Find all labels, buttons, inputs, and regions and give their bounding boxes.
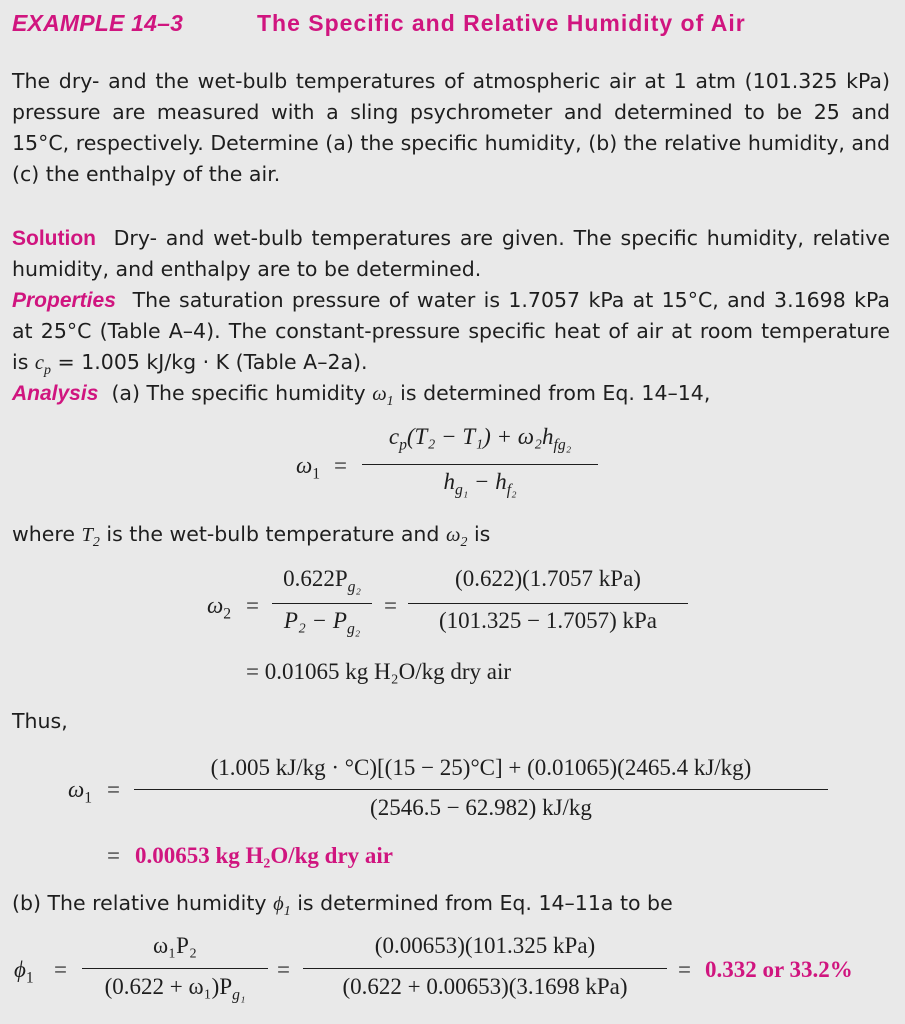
properties-text-end: = 1.005 kJ/kg · K (Table A–2a). xyxy=(57,350,368,374)
eq1-equals: = xyxy=(334,453,347,478)
omega1-symbol: $\omega_1$ xyxy=(372,383,394,410)
solution-text: Dry- and wet-bulb temperatures are given. The specific humidity, relative humidity, and enthalpy are to be determined. xyxy=(12,226,890,281)
eq4-equals: = xyxy=(54,957,67,982)
solution-label: Solution xyxy=(12,227,96,250)
cp-symbol: $c_p$ xyxy=(34,352,51,379)
eq1-denominator: $h_{g_1} - h_{f_2}$ xyxy=(443,469,517,499)
eq3-numerator: (1.005 kJ/kg · °C)[(15 − 25)°C] + (0.01065)(2465.4 kJ/kg) xyxy=(210,755,752,780)
eq3-result: 0.00653 kg H₂O/kg dry air xyxy=(135,843,393,868)
omega2-symbol: $\omega_2$ xyxy=(445,524,468,551)
eq4-denominator2: (0.622 + 0.00653)(3.1698 kPa) xyxy=(342,974,628,999)
eq2-lhs: $\omega_2$ xyxy=(207,593,232,623)
eq3-lhs: $\omega_1$ xyxy=(68,777,93,807)
thus-text: Thus, xyxy=(12,709,68,733)
part-b-line xyxy=(12,888,890,927)
eq2-numerator2: (0.622)(1.7057 kPa) xyxy=(455,566,641,591)
eq2-result: = 0.01065 kg H₂O/kg dry air xyxy=(246,659,512,684)
eq4-lhs: $\phi_1$ xyxy=(14,957,34,987)
eq3-result-equals: = xyxy=(107,843,120,868)
eq2-equals2: = xyxy=(384,593,397,618)
eq4-numerator2: (0.00653)(101.325 kPa) xyxy=(374,933,596,958)
where-text2: is the wet-bulb temperature and xyxy=(106,522,440,546)
eq1-numerator: $c_p(T_2 - T_1) + \omega_2h_{fg_2}$ xyxy=(388,424,572,454)
eq4-numerator1: ω₁P₂ xyxy=(153,933,197,958)
analysis-paragraph xyxy=(12,378,890,417)
eq3-equals: = xyxy=(107,777,120,802)
eq4-equals2: = xyxy=(277,957,290,982)
t2-symbol: $T_2$ xyxy=(81,524,100,551)
properties-text: The saturation pressure of water is 1.7057 kPa at 15°C, and 3.1698 kPa at 25°C (Table A–4). The constant-pressure specific heat of air at room temperature is xyxy=(12,288,890,374)
solution-paragraph xyxy=(12,223,890,285)
where-line xyxy=(12,519,890,558)
eq2-equals: = xyxy=(246,593,259,618)
example-number: EXAMPLE 14–3 xyxy=(12,10,184,36)
eq3-denominator: (2546.5 − 62.982) kJ/kg xyxy=(370,795,592,820)
eq3-fraction-bar xyxy=(134,789,828,790)
eq2-denominator2: (101.325 − 1.7057) kPa xyxy=(438,608,658,633)
eq4-denominator1: $(0.622 + \omega_1)P_{g_1}$ xyxy=(104,974,246,1004)
eq4-fraction-bar2 xyxy=(303,968,667,969)
where-text1: where xyxy=(12,522,75,546)
eq2-fraction-bar2 xyxy=(408,603,688,604)
problem-statement: The dry- and the wet-bulb temperatures of atmospheric air at 1 atm (101.325 kPa) pressure are measured with a sling psychrometer and determined to be 25 and 15°C, respectively. Determine (a) the specific humidity, (b) the relative humidity, and (c) the enthalpy of the air. xyxy=(12,69,890,186)
properties-paragraph xyxy=(12,285,890,386)
phi1-symbol: $\phi_1$ xyxy=(273,893,291,920)
part-b-text1: (b) The relative humidity xyxy=(12,891,267,915)
analysis-text-a2: is determined from Eq. 14–14, xyxy=(400,381,711,405)
eq4-fraction-bar1 xyxy=(82,968,268,969)
properties-label: Properties xyxy=(12,289,116,312)
eq1-lhs: $\omega_1$ xyxy=(296,453,321,483)
eq4-result: 0.332 or 33.2% xyxy=(705,957,853,982)
eq2-denominator1: $P_2 - P_{g_2}$ xyxy=(283,608,361,638)
part-b-text2: is determined from Eq. 14–11a to be xyxy=(297,891,673,915)
analysis-text-a1: (a) The specific humidity xyxy=(111,381,366,405)
example-title: The Specific and Relative Humidity of Air xyxy=(257,10,746,36)
eq4-equals3: = xyxy=(678,957,691,982)
analysis-label: Analysis xyxy=(12,382,99,405)
where-text3: is xyxy=(473,522,491,546)
eq2-fraction-bar1 xyxy=(272,603,372,604)
eq2-numerator1: $0.622P_{g_2}$ xyxy=(283,566,361,596)
example-header xyxy=(12,10,746,37)
eq1-fraction-bar xyxy=(362,464,598,465)
